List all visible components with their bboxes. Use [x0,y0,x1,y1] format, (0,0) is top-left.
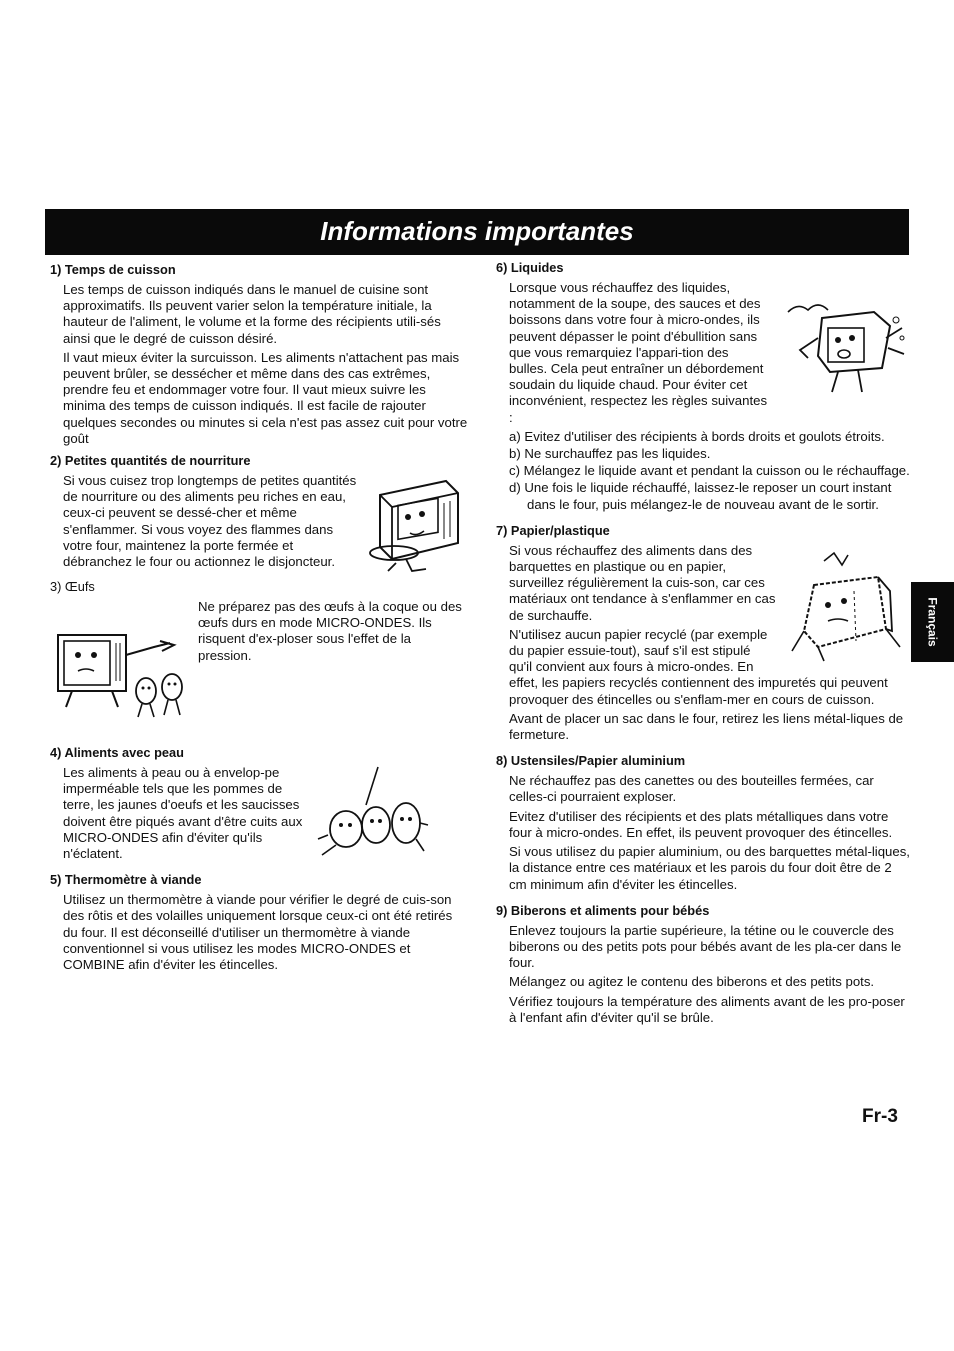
list-item: d) Une fois le liquide réchauffé, laissez-le reposer un court instant dans le four, puis mélangez-le de nouveau avant de le sortir. [509,480,892,512]
section-heading: 7) Papier/plastique [496,522,610,538]
section-heading: 3) Œufs [50,579,95,595]
microwave-plate-illustration [366,473,466,575]
section-utensils-foil [496,753,910,892]
paragraph: Ne préparez pas des œufs à la coque ou des œufs durs en mode MICRO-ONDES. Ils risquent d'ex-ploser sous l'effet de la pression. [198,599,462,663]
list-item: b) Ne surchauffez pas les liquides. [509,446,711,462]
section-eggs [50,579,470,664]
page-title: Informations importantes [320,216,634,246]
section-heading: 9) Biberons et aliments pour bébés [496,902,710,918]
paragraph: Il vaut mieux éviter la surcuisson. Les aliments n'attachent pas mais peuvent brûler, se dessécher et même dans des cas extrêmes, prendre feu et endommager votre four. Il vaut mieux suivre les minima des temps de cuisson indiqués. Il est facile de rajouter quelques secondes ou minutes si cela n'est pas assez cuit pour votre goût [63,349,468,446]
section-heading: 1) Temps de cuisson [50,262,176,277]
section-small-quantities [50,453,470,570]
microwave-eggs-illustration [50,621,190,721]
section-baby-bottles [496,903,910,1026]
page-number: Fr-3 [862,1106,898,1127]
list-item: c) Mélangez le liquide avant et pendant la cuisson ou le réchauffage. [509,463,910,479]
right-column [496,260,910,1029]
paragraph: N'utilisez aucun papier recyclé (par exemple du papier essuie-tout), sauf s'il est stipulé qu'il convient aux fours à micro-ondes. En effet, les papiers recyclés contiennent des impuretés qui peuvent provoquer des étincelles ou s'enflam-mer en cours de cuisson. [509,626,888,707]
liquid-rules-list [509,429,910,513]
paragraph: Lorsque vous réchauffez des liquides, notamment de la soupe, des sauces et des boissons dans votre four à micro-ondes, ils peuvent dépasser le point d'ébullition sans que vous remarquiez l'appari-tion des bulles. Cela peut entraîner un débordement soudain du liquide chaud. Pour éviter cet inconvénient, respectez les règles suivantes : [509,280,768,425]
paragraph: Vérifiez toujours la température des aliments avant de les pro-poser à l'enfant afin d'éviter qu'il se brûle. [509,993,905,1025]
pierced-food-illustration [316,765,434,865]
burning-bag-illustration [784,551,910,663]
paragraph: Les aliments à peau ou à envelop-pe imperméable tels que les pommes de terre, les jaunes d'oeufs et les saucisses doivent être piqués avant d'être cuits aux MICRO-ONDES afin d'éviter qu'ils n'éclatent. [63,765,303,862]
section-meat-thermometer [50,872,470,973]
section-heading: 6) Liquides [496,260,564,275]
paragraph: Evitez d'utiliser des récipients et des plats métalliques dans votre four à micro-ondes. En effet, ils peuvent provoquer des étincelles. [509,808,893,840]
section-cooking-time [50,262,470,447]
paragraph: Ne réchauffez pas des canettes ou des bouteilles fermées, car celles-ci pourraient exploser. [509,773,874,805]
language-label: Français [925,597,940,647]
language-tab [911,582,954,662]
list-item: a) Evitez d'utiliser des récipients à bords droits et goulots étroits. [509,428,885,444]
section-heading: 4) Aliments avec peau [50,745,184,761]
paragraph: Mélangez ou agitez le contenu des biberons et des petits pots. [509,974,875,990]
section-paper-plastic [496,523,910,743]
section-heading: 2) Petites quantités de nourriture [50,453,251,469]
section-foods-with-skin [50,725,470,862]
section-heading: 5) Thermomètre à viande [50,872,202,888]
paragraph: Si vous réchauffez des aliments dans des barquettes en plastique ou en papier, surveillez régulièrement la cuis-son, car ces matériaux ont tendance à s'enflammer en cas de surchauffe. [509,542,776,623]
paragraph: Enlevez toujours la partie supérieure, la tétine ou le couvercle des biberons ou des petits pots pour bébés avant de les pla-cer dans le four. [509,922,902,971]
paragraph: Utilisez un thermomètre à viande pour vérifier le degré de cuis-son des rôtis et des volailles uniquement lorsque ceux-ci ont été retirés du four. Il est déconseillé d'utiliser un thermomètre à viande conventionnel si vous utilisez les modes MICRO-ONDES et COMBINE afin d'éviter les étincelles. [63,892,453,973]
section-liquids [496,260,910,513]
paragraph: Les temps de cuisson indiqués dans le manuel de cuisine sont approximatifs. Ils peuvent varier selon la température initiale, la hauteur de l'aliment, le volume et la forme des récipients utili-sés ainsi que le degré de cuisson désiré. [63,282,441,346]
title-banner [45,209,909,255]
paragraph: Si vous cuisez trop longtemps de petites quantités de nourriture ou des aliments peu riches en eau, ceux-ci peuvent se dessé-cher et même s'enflammer. Si vous voyez des flammes dans votre four, maintenez la porte fermée et débranchez le four ou actionnez le disjoncteur. [63,473,357,570]
boiling-liquid-illustration [778,298,910,398]
section-heading: 8) Ustensiles/Papier aluminium [496,753,686,769]
paragraph: Si vous utilisez du papier aluminium, ou des barquettes métal-liques, la distance entre ces matériaux et les parois du four doit être de 2 cm minimum afin d'éviter les étincelles. [509,844,910,892]
left-column [50,262,470,976]
paragraph: Avant de placer un sac dans le four, retirez les liens métal-liques de fermeture. [509,710,904,743]
